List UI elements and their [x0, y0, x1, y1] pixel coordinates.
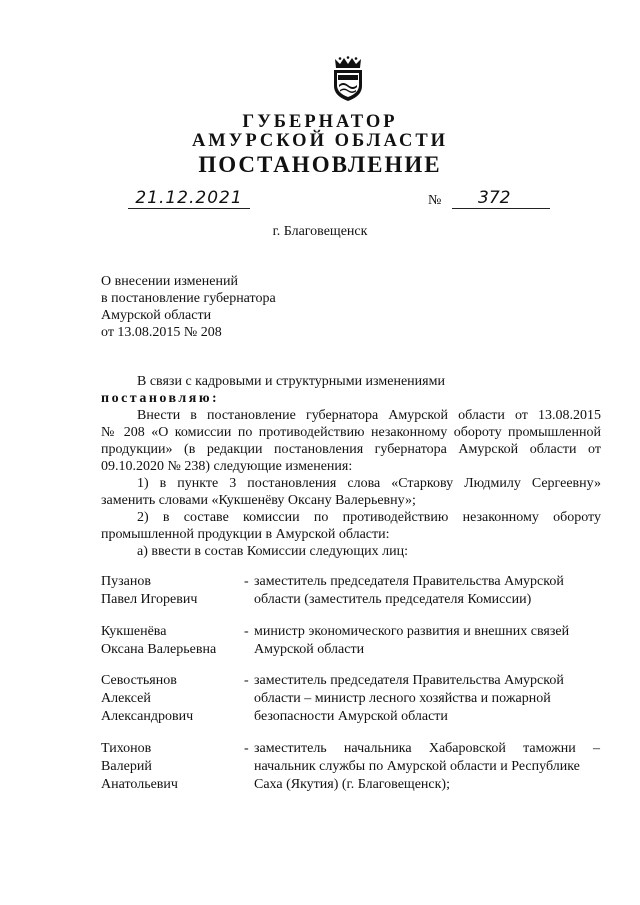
member-dash: - [244, 574, 249, 589]
member-description: заместитель председателя Правительства Амурской области – министр лесного хозяйства и пожарной безопасности Амурской области [254, 673, 564, 724]
member-name: Севостьянов Алексей Александрович [101, 673, 194, 724]
member-name: Кукшенёва Оксана Валерьевна [101, 624, 217, 657]
member-description: министр экономического развития и внешних связей Амурской области [254, 624, 570, 657]
item-line: 2) в составе комиссии по противодействию незаконному обороту [137, 510, 601, 525]
subject-line: в постановление губернатора [101, 291, 276, 306]
document-type: ПОСТАНОВЛЕНИЕ [198, 152, 442, 177]
paragraph-line: № 208 «О комиссии по противодействию незаконному обороту промышленной [101, 425, 601, 440]
item-line: промышленной продукции в Амурской области: [101, 527, 390, 542]
member-dash: - [244, 624, 249, 639]
member-description: заместитель председателя Правительства Амурской области (заместитель председателя Комиссии) [254, 574, 564, 607]
subject-line: от 13.08.2015 № 208 [101, 325, 222, 340]
member-name: Пузанов Павел Игоревич [101, 574, 198, 607]
member-dash: - [244, 741, 249, 756]
document-number: 372 [452, 188, 550, 209]
decree-word: постановляю: [101, 391, 220, 406]
subject-line: О внесении изменений [101, 274, 238, 289]
paragraph-line: продукции» (в редакции постановления губернатора Амурской области от [101, 442, 601, 457]
coat-of-arms-icon [331, 56, 365, 102]
subject-line: Амурской области [101, 308, 212, 323]
paragraph-line: 09.10.2020 № 238) следующие изменения: [101, 459, 353, 474]
item-line: 1) в пункте 3 постановления слова «Старкову Людмилу Сергеевну» [137, 476, 601, 491]
header-title: ГУБЕРНАТОР [242, 112, 398, 132]
item-line: а) ввести в состав Комиссии следующих лиц: [137, 544, 408, 559]
number-label: № [428, 193, 442, 208]
item-line: заменить словами «Кукшенёву Оксану Валерьевну»; [101, 493, 416, 508]
member-dash: - [244, 673, 249, 688]
header-region: АМУРСКОЙ ОБЛАСТИ [191, 131, 449, 151]
member-description: заместитель начальника Хабаровской таможни – начальник службы по Амурской области и Республике Саха (Якутия) (г. Благовещенск); [254, 741, 600, 792]
paragraph-line: Внести в постановление губернатора Амурской области от 13.08.2015 [137, 408, 601, 423]
document-date: 21.12.2021 [128, 188, 250, 209]
intro-text: В связи с кадровыми и структурными изменениями [137, 374, 445, 389]
city: г. Благовещенск [272, 224, 368, 239]
member-name: Тихонов Валерий Анатольевич [101, 741, 178, 792]
